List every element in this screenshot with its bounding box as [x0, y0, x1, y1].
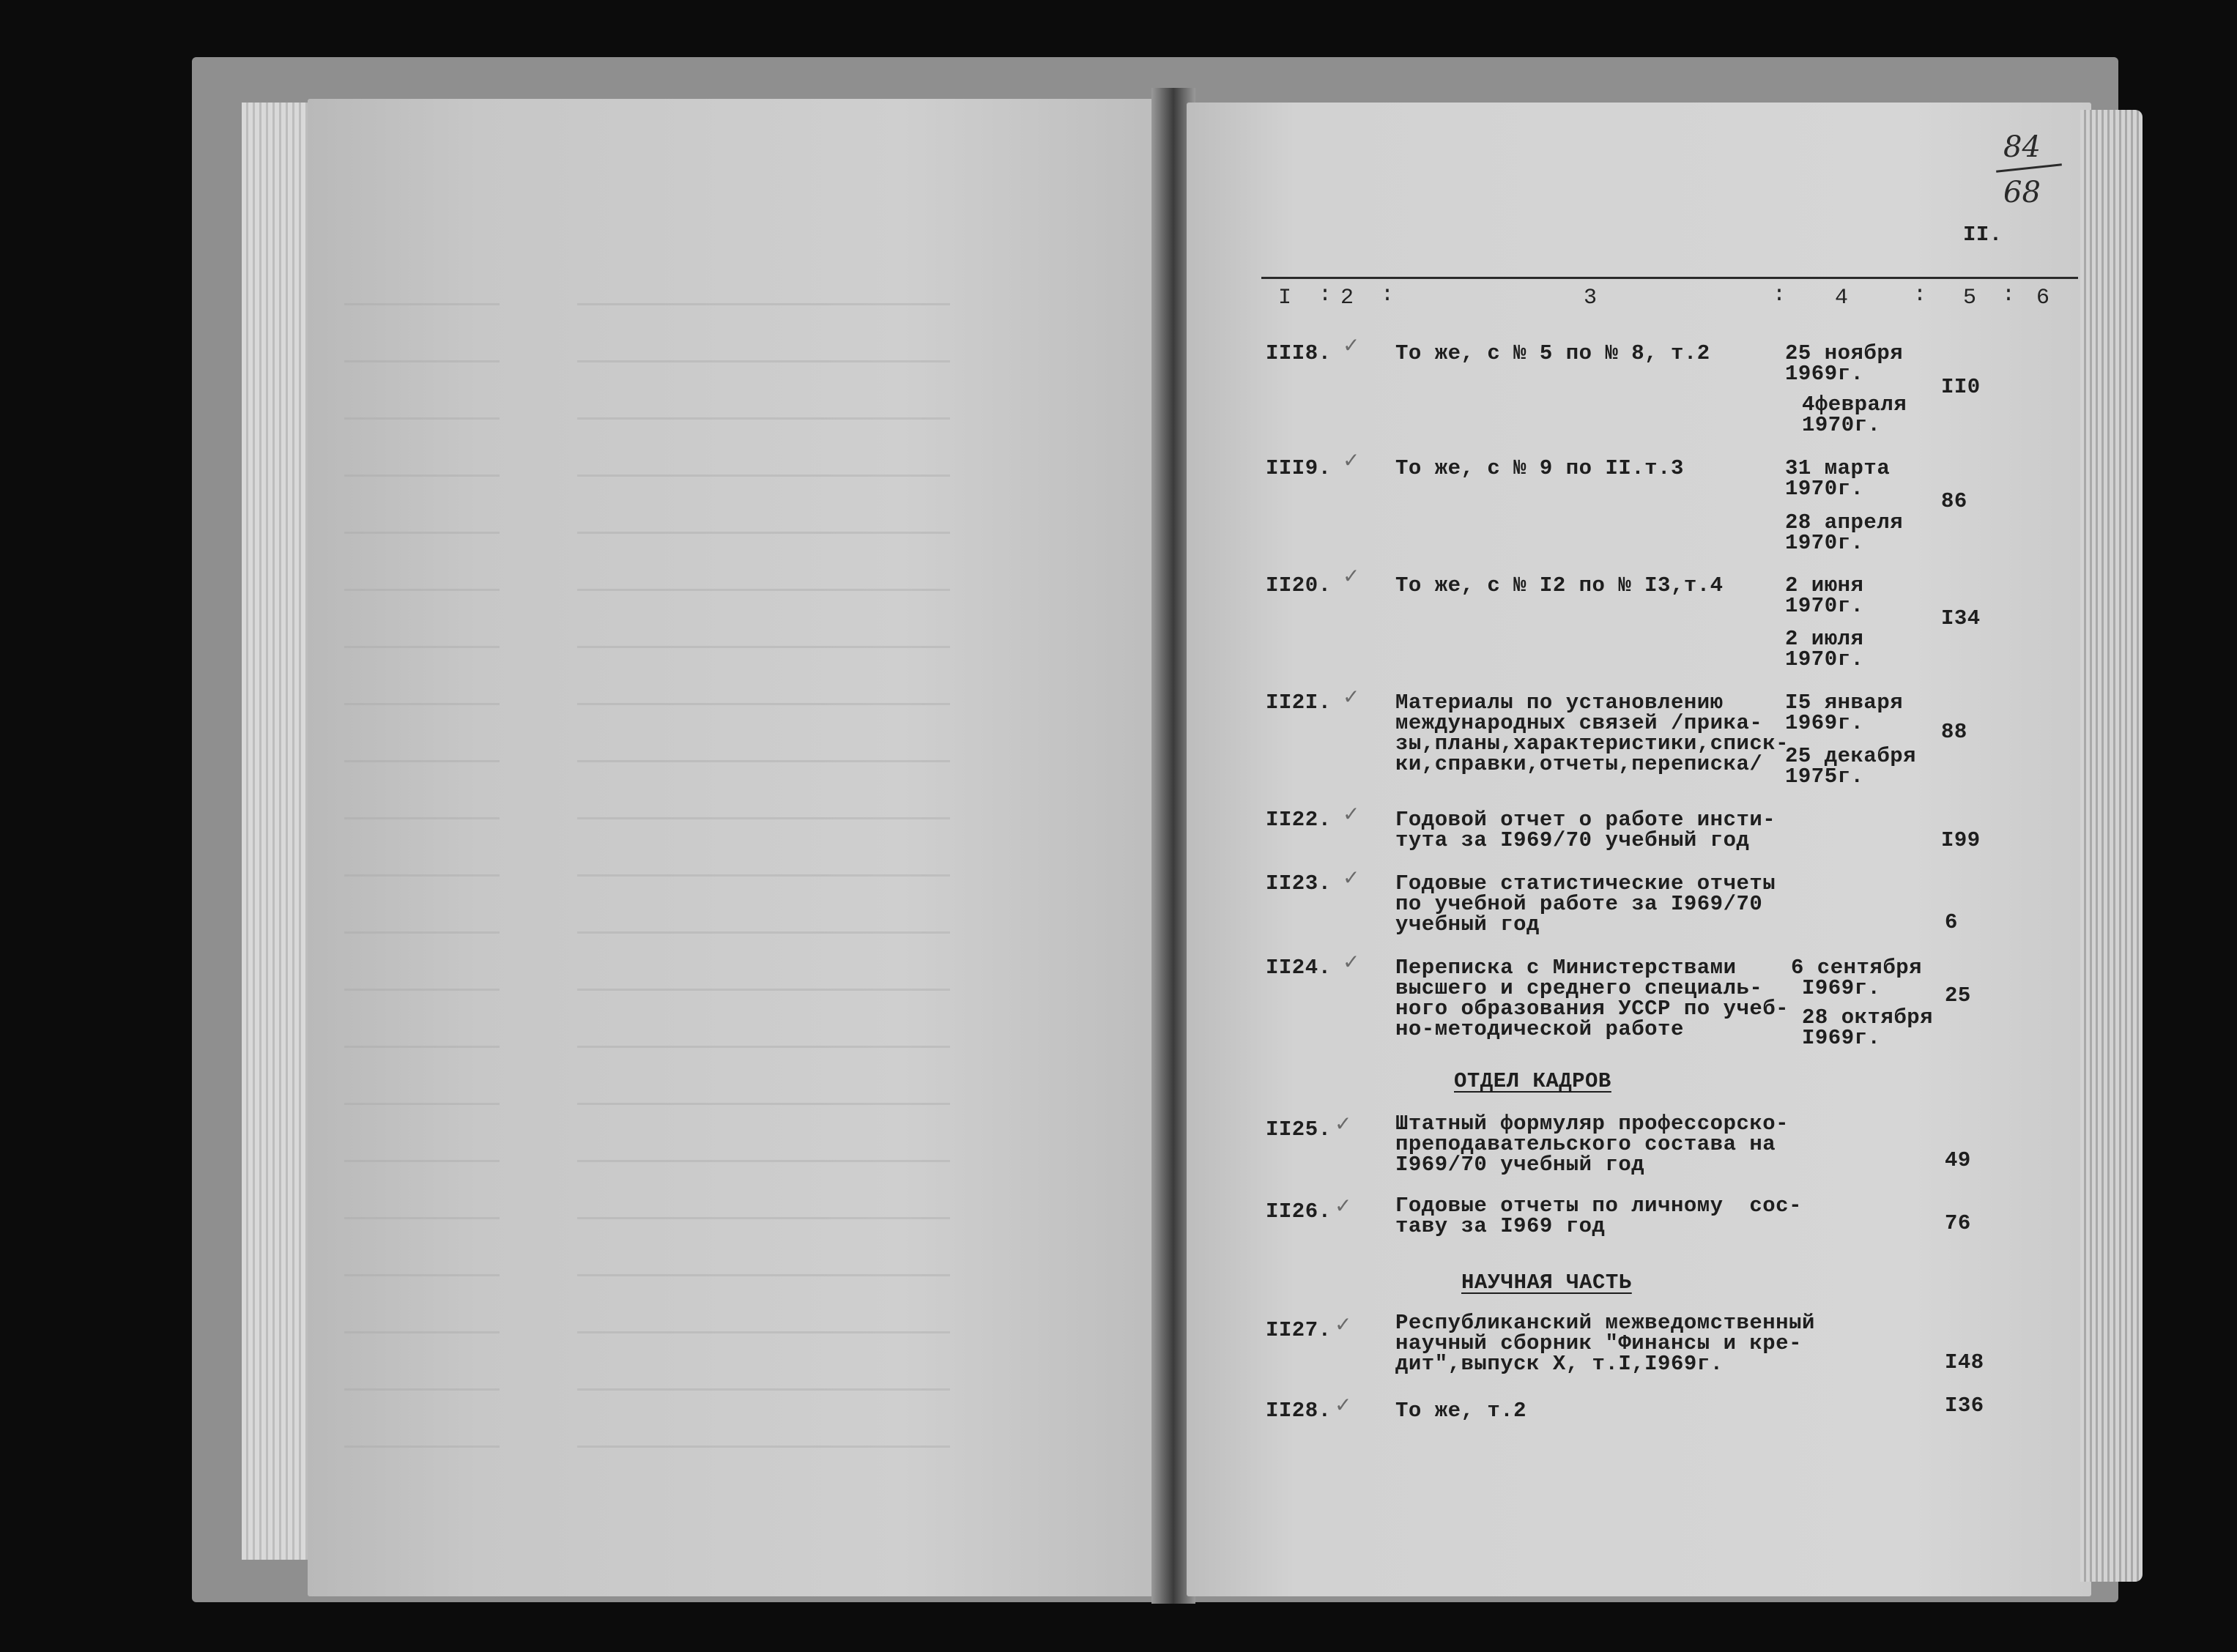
entry-title: но-методической работе: [1395, 1017, 1684, 1041]
entry-date: 1970г.: [1785, 477, 1864, 501]
entry-title: Годовой отчет о работе инсти-: [1395, 808, 1776, 832]
page-number: II.: [1963, 223, 2003, 247]
entry-date: 4февраля: [1802, 392, 1907, 417]
entry-number: II25.: [1266, 1117, 1332, 1142]
check-mark-icon: ✓: [1335, 1194, 1352, 1218]
entry-title: учебный год: [1395, 912, 1540, 937]
entry-sheets: 49: [1945, 1148, 1971, 1172]
entry-title: Республиканский межведомственный: [1395, 1311, 1815, 1335]
entry-number: II28.: [1266, 1399, 1332, 1423]
entry-sheets: I34: [1941, 606, 1981, 630]
column-separator: :: [2002, 283, 2016, 308]
entry-date: I969г.: [1802, 1026, 1881, 1050]
entry-date: 31 марта: [1785, 456, 1891, 480]
entry-title: Штатный формуляр профессорско-: [1395, 1112, 1789, 1136]
entry-date: 1970г.: [1785, 647, 1864, 671]
entry-title: I969/70 учебный год: [1395, 1153, 1645, 1177]
column-header-6: 6: [2036, 286, 2050, 310]
entry-date: 2 июля: [1785, 627, 1864, 651]
check-mark-icon: ✓: [1335, 1312, 1352, 1336]
entry-sheets: I48: [1945, 1350, 1984, 1374]
entry-number: II2I.: [1266, 691, 1332, 715]
entry-title: таву за I969 год: [1395, 1214, 1606, 1238]
column-separator: :: [1913, 283, 1927, 308]
column-header-5: 5: [1963, 286, 1977, 310]
check-mark-icon: ✓: [1335, 1393, 1352, 1417]
entry-date: 28 апреля: [1785, 510, 1904, 535]
entry-sheets: I99: [1941, 828, 1981, 852]
entry-title: То же, с № I2 по № I3,т.4: [1395, 573, 1724, 598]
check-mark-icon: ✓: [1343, 950, 1360, 974]
handwritten-number-top: 84: [2003, 130, 2041, 164]
entry-date: 28 октября: [1802, 1005, 1934, 1030]
entry-number: II24.: [1266, 956, 1332, 980]
entry-date: I5 января: [1785, 691, 1904, 715]
entry-date: 2 июня: [1785, 573, 1864, 598]
entry-date: 6 сентября: [1791, 956, 1923, 980]
check-mark-icon: ✓: [1343, 685, 1360, 709]
column-header-1: I: [1278, 286, 1292, 310]
column-header-4: 4: [1835, 286, 1849, 310]
check-mark-icon: ✓: [1343, 448, 1360, 472]
entry-title: ного образования УССР по учеб-: [1395, 997, 1789, 1021]
entry-number: II23.: [1266, 871, 1332, 896]
entry-title: тута за I969/70 учебный год: [1395, 828, 1750, 852]
entry-number: II22.: [1266, 808, 1332, 832]
entry-title: дит",выпуск X, т.I,I969г.: [1395, 1352, 1724, 1376]
entry-title: То же, с № 9 по II.т.3: [1395, 456, 1684, 480]
column-separator: :: [1318, 283, 1332, 308]
entry-sheets: 6: [1945, 910, 1958, 934]
entry-number: III9.: [1266, 456, 1332, 480]
entry-number: II27.: [1266, 1318, 1332, 1342]
entry-sheets: 25: [1945, 983, 1971, 1008]
entry-date: 1969г.: [1785, 362, 1864, 386]
entry-date: 25 декабря: [1785, 744, 1917, 768]
entry-title: преподавательского состава на: [1395, 1132, 1776, 1156]
entry-title: ки,справки,отчеты,переписка/: [1395, 752, 1763, 776]
entry-sheets: 88: [1941, 720, 1967, 744]
check-mark-icon: ✓: [1343, 333, 1360, 357]
column-separator: :: [1381, 283, 1395, 308]
check-mark-icon: ✓: [1343, 802, 1360, 826]
entry-title: Годовые статистические отчеты: [1395, 871, 1776, 896]
entry-title: по учебной работе за I969/70: [1395, 892, 1763, 916]
entry-sheets: II0: [1941, 375, 1981, 399]
entry-date: 1970г.: [1785, 531, 1864, 555]
entry-title: Годовые отчеты по личному сос-: [1395, 1194, 1802, 1218]
entry-date: 1970г.: [1785, 594, 1864, 618]
right-page-edges: [2080, 110, 2143, 1582]
entry-sheets: I36: [1945, 1394, 1984, 1418]
check-mark-icon: ✓: [1343, 564, 1360, 588]
entry-number: III8.: [1266, 341, 1332, 365]
entry-date: 25 ноября: [1785, 341, 1904, 365]
entry-date: I969г.: [1802, 976, 1881, 1000]
entry-sheets: 86: [1941, 489, 1967, 513]
section-heading-personnel: ОТДЕЛ КАДРОВ: [1454, 1069, 1611, 1093]
left-page-bleedthrough: [344, 278, 1121, 1479]
entry-date: 1969г.: [1785, 711, 1864, 735]
entry-title: Материалы по установлению: [1395, 691, 1724, 715]
entry-title: То же, с № 5 по № 8, т.2: [1395, 341, 1710, 365]
entry-title: высшего и среднего специаль-: [1395, 976, 1763, 1000]
entry-title: зы,планы,характеристики,списк-: [1395, 732, 1789, 756]
entry-sheets: 76: [1945, 1211, 1971, 1235]
header-rule: [1261, 277, 2078, 279]
entry-date: 1970г.: [1802, 413, 1881, 437]
section-heading-science: НАУЧНАЯ ЧАСТЬ: [1461, 1270, 1632, 1295]
check-mark-icon: ✓: [1343, 866, 1360, 890]
entry-number: II20.: [1266, 573, 1332, 598]
check-mark-icon: ✓: [1335, 1112, 1352, 1136]
entry-title: научный сборник "Финансы и кре-: [1395, 1331, 1802, 1355]
handwritten-number-bottom: 68: [2003, 176, 2041, 209]
entry-title: Переписка с Министерствами: [1395, 956, 1737, 980]
entry-title: То же, т.2: [1395, 1399, 1527, 1423]
column-separator: :: [1773, 283, 1787, 308]
entry-date: 1975г.: [1785, 764, 1864, 789]
entry-number: II26.: [1266, 1199, 1332, 1224]
column-header-3: 3: [1584, 286, 1598, 310]
column-header-2: 2: [1340, 286, 1354, 310]
entry-title: международных связей /прика-: [1395, 711, 1763, 735]
